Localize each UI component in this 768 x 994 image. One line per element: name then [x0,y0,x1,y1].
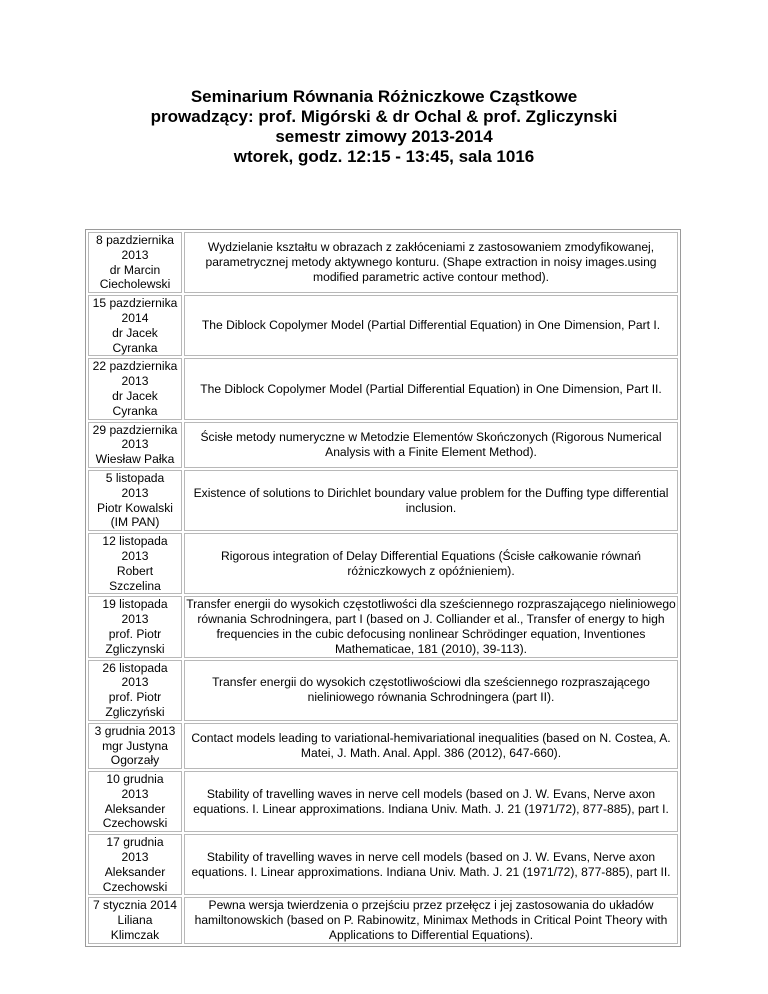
row-year: 2013 [121,548,149,563]
date-speaker-cell [88,834,182,895]
talk-topic: Wydzielanie kształtu w obrazach z zakłóceniami z zastosowaniem zmodyfikowanej, parametrycznej metody aktywnego konturu. (Shape extraction in noisy images.using modified parametric active contour method). [184,232,678,293]
date-speaker-cell [88,596,182,657]
row-date: 10 grudnia [106,772,164,787]
row-speaker: dr Jacek [112,325,158,340]
row-date: 8 pazdziernika [96,233,174,247]
row-date: 26 listopada [102,660,168,675]
row-speaker: Zgliczynski [105,641,165,656]
row-speaker: prof. Piotr [108,690,162,705]
date-speaker-cell [88,295,182,356]
title-line-seminar: Seminarium Równania Różniczkowe Cząstkowe [190,87,578,106]
row-speaker: Ogorzały [110,753,160,768]
row-date: 17 grudnia [106,835,164,850]
row-speaker: mgr Justyna [102,738,168,753]
date-speaker-cell [88,897,182,943]
row-year: 2013 [121,612,149,627]
row-speaker: Ciecholewski [99,277,171,292]
talk-topic: Existence of solutions to Dirichlet boundary value problem for the Duffing type differential inclusion. [184,470,678,531]
date-speaker-cell [88,533,182,594]
date-speaker-cell [88,422,182,468]
schedule-row [88,596,678,657]
date-speaker-cell [88,723,182,769]
date-speaker-cell [88,771,182,832]
talk-topic: The Diblock Copolymer Model (Partial Differential Equation) in One Dimension, Part I. [184,295,678,356]
schedule-row [88,295,678,356]
row-speaker: Piotr Kowalski [97,500,173,515]
talk-topic: Rigorous integration of Delay Differential Equations (Ścisłe całkowanie równań różniczkowych z opóźnieniem). [184,533,678,594]
talk-topic: Transfer energii do wysokich częstotliwościowi dla sześciennego rozpraszającego nieliniowego równania Schrodningera (part II). [184,660,678,721]
title-line-semester: semestr zimowy 2013-2014 [275,127,493,146]
row-year: 2014 [121,310,149,325]
title-line-time-room: wtorek, godz. 12:15 - 13:45, sala 1016 [233,147,535,166]
row-year: 2013 [121,675,149,690]
row-year: 2013 [121,786,149,801]
schedule-row [88,358,678,419]
schedule-row [88,660,678,721]
page-title [0,87,768,167]
row-date: 7 stycznia 2014 [92,898,178,913]
row-speaker: prof. Piotr [108,626,162,641]
talk-topic: Contact models leading to variational-hemivariational inequalities (based on N. Costea, A. Matei, J. Math. Anal. Appl. 386 (2012), 647-660). [184,723,678,769]
date-speaker-cell [88,232,182,293]
schedule-row [88,533,678,594]
row-date: 29 pazdziernika [92,422,178,437]
talk-topic: The Diblock Copolymer Model (Partial Differential Equation) in One Dimension, Part II. [184,358,678,419]
row-speaker: Szczelina [109,578,161,593]
row-speaker: Czechowski [102,879,168,894]
talk-topic: Ścisłe metody numeryczne w Metodzie Elementów Skończonych (Rigorous Numerical Analysis with a Finite Element Method). [184,422,678,468]
row-year: 2013 [121,374,149,389]
row-speaker: (IM PAN) [110,515,160,530]
date-speaker-cell [88,470,182,531]
row-speaker: Wiesław Pałka [95,452,175,467]
row-speaker: dr Jacek [112,388,158,403]
schedule-row [88,723,678,769]
row-date: 19 listopada [102,597,168,612]
schedule-row [88,834,678,895]
talk-topic: Stability of travelling waves in nerve cell models (based on J. W. Evans, Nerve axon equations. I. Linear approximations. Indiana Univ. Math. J. 21 (1971/72), 877-885), part II. [184,834,678,895]
row-speaker: Robert [116,563,154,578]
talk-topic: Stability of travelling waves in nerve cell models (based on J. W. Evans, Nerve axon equations. I. Linear approximations. Indiana Univ. Math. J. 21 (1971/72), 877-885), part I. [184,771,678,832]
row-speaker: Aleksander [104,801,166,816]
schedule-body [88,232,678,944]
row-date: 5 listopada [105,470,165,485]
row-speaker: Aleksander [104,864,166,879]
row-year: 2013 [121,247,149,262]
row-speaker: Zgliczyński [105,704,165,719]
schedule-row [88,897,678,943]
row-date: 12 listopada [102,534,168,549]
row-speaker: Liliana [117,913,153,928]
row-date: 22 pazdziernika [92,359,178,374]
row-year: 2013 [121,437,149,452]
row-speaker: Klimczak [110,928,160,943]
row-speaker: Cyranka [112,340,158,355]
row-year: 2013 [121,485,149,500]
row-date: 3 grudnia 2013 [94,723,176,738]
date-speaker-cell [88,660,182,721]
row-year: 2013 [121,850,149,865]
row-speaker: Cyranka [112,403,158,418]
schedule-row [88,470,678,531]
schedule-table [85,229,681,947]
title-line-leaders: prowadzący: prof. Migórski & dr Ochal & prof. Zgliczynski [150,107,618,126]
talk-topic: Transfer energii do wysokich częstotliwości dla sześciennego rozpraszającego nieliniowego równania Schrodningera, part I (based on J. Colliander et al., Transfer of energy to high frequencies in the cubic defocusing nonlinear Schrödinger equation, Inventiones Mathematicae, 181 (2010), 39-113). [184,596,678,657]
schedule-row [88,771,678,832]
date-speaker-cell [88,358,182,419]
talk-topic: Pewna wersja twierdzenia o przejściu przez przełęcz i jej zastosowania do układów hamiltonowskich (based on P. Rabinowitz, Minimax Methods in Critical Point Theory with Applications to Differential Equations). [184,897,678,943]
row-speaker: dr Marcin [109,262,161,277]
schedule-row [88,422,678,468]
row-date: 15 pazdziernika [92,296,178,311]
schedule-row [88,232,678,293]
row-speaker: Czechowski [102,816,168,831]
